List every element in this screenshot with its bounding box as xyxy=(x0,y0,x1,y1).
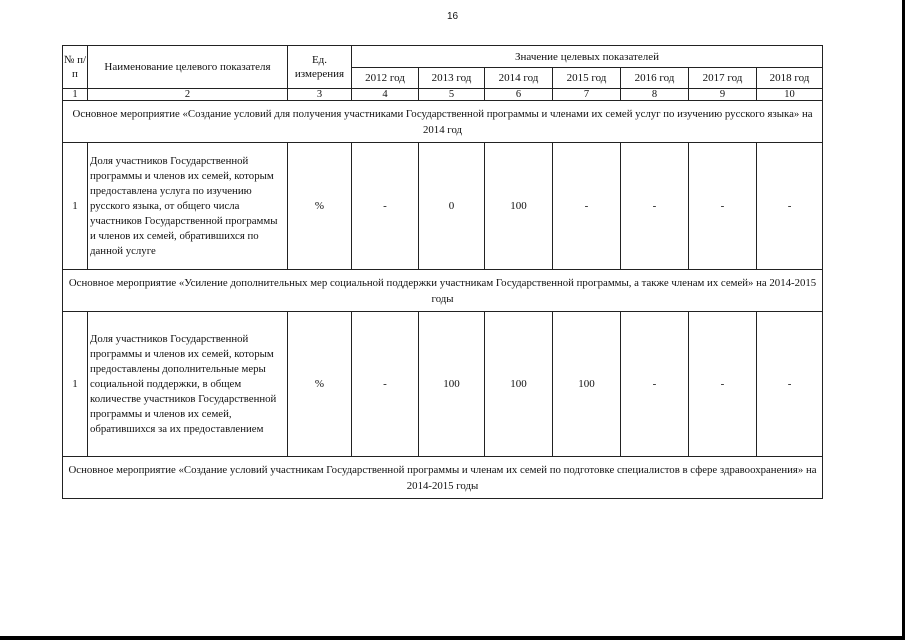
page-number: 16 xyxy=(446,11,459,22)
column-number: 7 xyxy=(553,89,621,101)
indicator-value: - xyxy=(689,312,757,457)
indicator-unit: % xyxy=(288,143,352,270)
table-row xyxy=(63,143,823,270)
table-row xyxy=(63,312,823,457)
header-year: 2014 год xyxy=(485,68,553,89)
target-indicators-table xyxy=(62,45,823,499)
indicator-value: 100 xyxy=(419,312,485,457)
column-number: 1 xyxy=(63,89,88,101)
header-year: 2016 год xyxy=(621,68,689,89)
header-name: Наименование целевого показателя xyxy=(88,46,288,89)
header-num: № п/п xyxy=(63,46,88,89)
indicator-unit: % xyxy=(288,312,352,457)
section-row xyxy=(63,457,823,499)
row-num: 1 xyxy=(63,143,88,270)
indicator-value: - xyxy=(553,143,621,270)
header-year: 2013 год xyxy=(419,68,485,89)
indicator-name: Доля участников Государственной программы и членов их семей, которым предоставлены дополнительные меры социальной поддержки, в общем количестве участников Государственной программы и членов их семей, обратившихся за их предоставлением xyxy=(88,312,288,457)
row-num: 1 xyxy=(63,312,88,457)
column-number: 4 xyxy=(352,89,419,101)
indicator-value: - xyxy=(352,312,419,457)
indicator-value: 100 xyxy=(485,143,553,270)
indicator-value: - xyxy=(621,143,689,270)
header-year: 2017 год xyxy=(689,68,757,89)
indicator-value: 100 xyxy=(553,312,621,457)
column-number: 2 xyxy=(88,89,288,101)
indicator-value: 100 xyxy=(485,312,553,457)
indicator-value: - xyxy=(621,312,689,457)
indicator-value: - xyxy=(352,143,419,270)
header-year: 2015 год xyxy=(553,68,621,89)
column-number: 10 xyxy=(757,89,823,101)
indicator-name: Доля участников Государственной программы и членов их семей, которым предоставлена услуга по изучению русского языка, от общего числа участников Государственной программы и членов их семей, обратившихся по данной услуге xyxy=(88,143,288,270)
section-title: Основное мероприятие «Создание условий для получения участниками Государственной программы и членами их семей услуг по изучению русского языка» на 2014 год xyxy=(63,101,823,143)
column-number: 3 xyxy=(288,89,352,101)
column-number: 5 xyxy=(419,89,485,101)
indicator-value: - xyxy=(757,312,823,457)
column-number: 6 xyxy=(485,89,553,101)
header-values-group: Значение целевых показателей xyxy=(352,46,823,68)
header-year: 2018 год xyxy=(757,68,823,89)
indicator-value: - xyxy=(689,143,757,270)
column-numbers-row xyxy=(63,89,823,101)
section-title: Основное мероприятие «Усиление дополнительных мер социальной поддержки участникам Государственной программы, а также членам их семей» на 2014-2015 годы xyxy=(63,270,823,312)
indicator-value: 0 xyxy=(419,143,485,270)
header-year: 2012 год xyxy=(352,68,419,89)
indicator-value: - xyxy=(757,143,823,270)
column-number: 8 xyxy=(621,89,689,101)
header-row-top xyxy=(63,46,823,68)
header-unit: Ед. измерения xyxy=(288,46,352,89)
section-row xyxy=(63,270,823,312)
section-row xyxy=(63,101,823,143)
column-number: 9 xyxy=(689,89,757,101)
section-title: Основное мероприятие «Создание условий участникам Государственной программы и членам их семей по подготовке специалистов в сфере здравоохранения» на 2014-2015 годы xyxy=(63,457,823,499)
